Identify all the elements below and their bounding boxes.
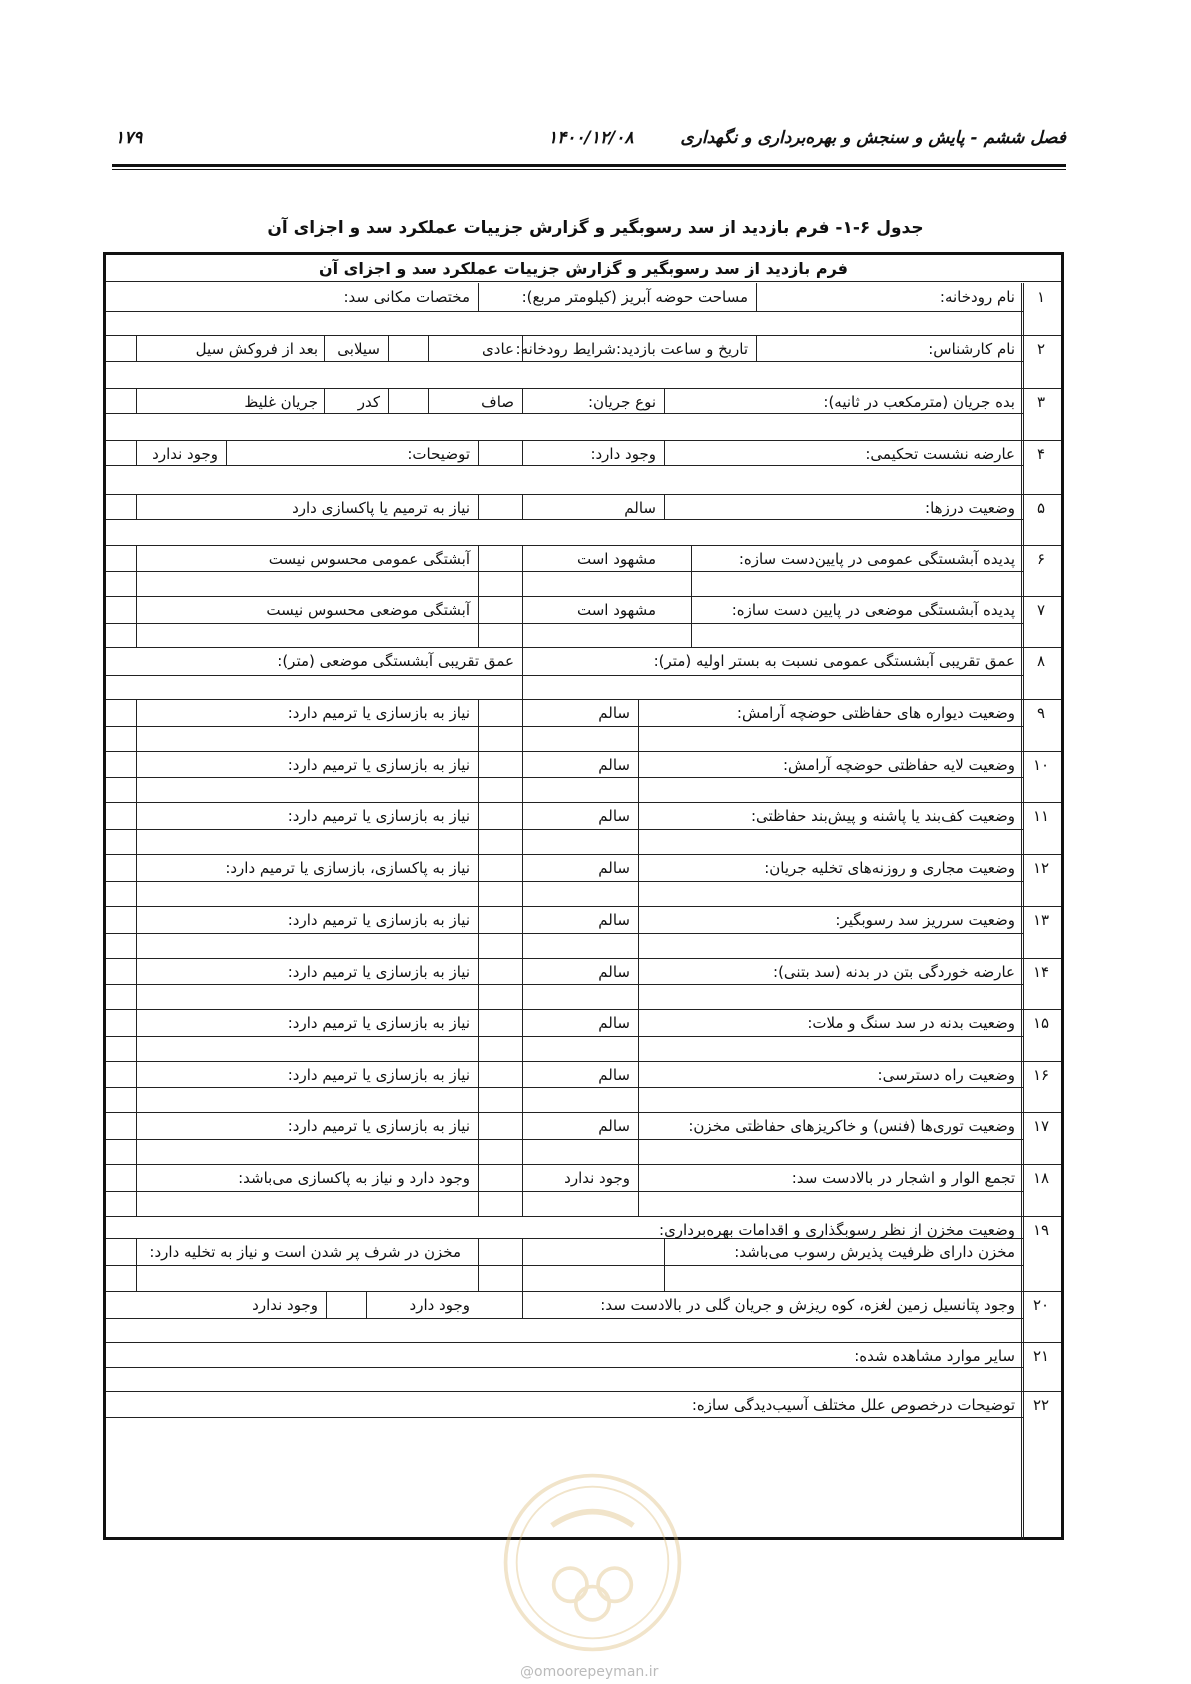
row-field-c1: مخزن دارای ظرفیت پذیرش رسوب می‌باشد: [734,1243,1015,1261]
row-rule [106,413,1023,414]
row-rule [106,1265,1023,1266]
column-rule [324,388,325,413]
column-rule [388,335,389,361]
column-rule [136,802,137,854]
column-rule [324,335,325,361]
row-field-c2: وجود دارد و نیاز به پاکسازی می‌باشد: [238,1169,470,1187]
column-rule [756,335,757,361]
row-field-c2: توضیحات: [407,445,470,463]
row-rule [106,1112,1061,1113]
column-rule [478,958,479,1009]
column-rule [638,854,639,906]
column-rule [522,545,523,596]
column-rule [136,335,137,361]
column-rule [478,1238,479,1291]
column-rule [136,596,137,647]
column-rule [522,1061,523,1112]
column-rule [226,440,227,465]
row-label: نام کارشناس: [928,340,1015,358]
column-rule [136,1112,137,1164]
row-label: وضعیت دیواره های حفاظتی حوضچه آرامش: [736,704,1015,722]
column-rule [136,1009,137,1061]
row-rule [106,906,1061,907]
column-rule [522,958,523,1009]
chapter-title: فصل ششم - پایش و سنجش و بهره‌برداری و نگهداری [680,128,1066,148]
row-field-c2: نیاز به بازسازی یا ترمیم دارد: [287,963,470,981]
column-rule [136,854,137,906]
row-rule [106,571,1023,572]
row-rule [106,984,1023,985]
row-field-c2: نیاز به پاکسازی، بازسازی یا ترمیم دارد: [225,859,470,877]
row-field-c2: آبشتگی موضعی محسوس نیست [266,601,470,619]
row-rule [106,1342,1061,1343]
row-rule [106,933,1023,934]
column-rule [522,699,523,751]
row-number: ۱۵ [1032,1014,1050,1032]
column-rule [522,1112,523,1164]
column-rule [1021,283,1022,1540]
row-field-c2: عمق تقریبی آبشستگی موضعی (متر): [277,652,514,670]
column-rule [638,699,639,751]
row-rule [106,1291,1061,1292]
row-number: ۱۶ [1032,1066,1050,1084]
row-field-o3: جریان غلیظ [244,393,318,411]
column-rule [691,545,692,596]
column-rule [478,1009,479,1061]
row-field-c1: سالم [598,963,630,981]
column-rule [756,283,757,311]
column-rule [136,1238,137,1291]
row-field-o3: وجود ندارد [252,1296,318,1314]
row-number: ۵ [1036,499,1046,517]
row-field-c2: نیاز به بازسازی یا ترمیم دارد: [287,1014,470,1032]
row-rule [106,465,1023,466]
row-label: وضعیت بدنه در سد سنگ و ملات: [807,1014,1015,1032]
column-rule [638,1164,639,1216]
row-rule [106,1417,1023,1418]
row-field-c1: سالم [598,1014,630,1032]
row-field-o1: صاف [481,393,514,411]
column-rule [638,1009,639,1061]
row-label: وضعیت کف‌بند یا پاشنه و پیش‌بند حفاظتی: [750,807,1015,825]
column-rule [136,699,137,751]
row-label: پدیده آبشستگی موضعی در پایین دست سازه: [731,601,1015,619]
header-rule [112,164,1066,167]
column-rule [136,440,137,465]
row-field-c2: شرایط رودخانه: [515,340,616,358]
row-rule [106,1216,1061,1217]
row-field-c2: نیاز به بازسازی یا ترمیم دارد: [287,807,470,825]
row-rule [106,494,1061,495]
row-field-c1: وجود دارد: [590,445,656,463]
row-rule [106,854,1061,855]
row-number: ۱۰ [1032,756,1050,774]
row-number: ۲۱ [1032,1347,1050,1365]
row-field-c2: مخزن در شرف پر شدن است و نیاز به تخلیه دارد: [149,1243,461,1261]
column-rule [478,1164,479,1216]
row-label: وضعیت درزها: [925,499,1015,517]
inspection-form [103,252,1064,1540]
row-field-c1: مشهود است [577,550,656,568]
row-label: توضیحات درخصوص علل مختلف آسیب‌دیدگی سازه: [691,1396,1015,1414]
row-rule [106,1318,1023,1319]
row-label: بده جریان (مترمکعب در ثانیه): [823,393,1015,411]
column-rule [478,854,479,906]
row-rule [106,699,1061,700]
row-rule [106,1367,1023,1368]
row-rule [106,1191,1023,1192]
column-rule [664,1238,665,1291]
row-label: وضعیت لایه حفاظتی حوضچه آرامش: [783,756,1015,774]
row-rule [106,802,1061,803]
column-rule [136,906,137,958]
row-field-c2: نیاز به بازسازی یا ترمیم دارد: [287,704,470,722]
column-rule [638,751,639,802]
column-rule [664,440,665,465]
row-label: تجمع الوار و اشجار در بالادست سد: [791,1169,1015,1187]
row-rule [106,440,1061,441]
row-label: عارضه خوردگی بتن در بدنه (سد بتنی): [773,963,1015,981]
row-rule [106,751,1061,752]
column-rule [664,388,665,413]
row-rule [106,675,1023,676]
row-field-o3: وجود ندارد [152,445,218,463]
row-rule [106,623,1023,624]
row-field-c2: مختصات مکانی سد: [343,288,470,306]
row-label: وضعیت سرریز سد رسوبگیر: [835,911,1015,929]
column-rule [478,906,479,958]
table-caption: جدول ۶-۱- فرم بازدید از سد رسوبگیر و گزارش جزییات عملکرد سد و اجزای آن [267,218,924,238]
watermark-logo [500,1470,685,1655]
row-rule [106,777,1023,778]
column-rule [136,751,137,802]
column-rule [136,545,137,596]
row-field-c1: سالم [598,1117,630,1135]
column-rule [136,388,137,413]
column-rule [428,335,429,361]
row-field-c1: نوع جریان: [587,393,656,411]
column-rule [478,440,479,465]
row-rule [106,829,1023,830]
column-rule [522,647,523,699]
column-rule [522,906,523,958]
row-field-c2: آبشتگی عمومی محسوس نیست [268,550,470,568]
row-number: ۱۷ [1032,1117,1050,1135]
row-number: ۱۱ [1032,807,1050,825]
column-rule [638,1112,639,1164]
column-rule [522,854,523,906]
column-rule [366,1291,367,1318]
column-rule [478,596,479,647]
row-rule [106,519,1023,520]
row-rule [106,1139,1023,1140]
watermark-site: @omoorepeyman.ir [520,1664,659,1680]
column-rule [136,494,137,519]
column-rule [638,802,639,854]
row-number: ۱۸ [1032,1169,1050,1187]
column-rule [478,494,479,519]
row-label: سایر موارد مشاهده شده: [854,1347,1015,1365]
row-number: ۷ [1036,601,1046,619]
row-rule [106,311,1023,312]
row-field-o3: بعد از فروکش سیل [195,340,318,358]
row-number: ۱۳ [1032,911,1050,929]
column-rule [478,1061,479,1112]
row-rule [106,361,1023,362]
column-rule [1023,283,1024,1540]
row-field-o1: وجود دارد [409,1296,470,1314]
row-label: عمق تقریبی آبشستگی عمومی نسبت به بستر اولیه (متر): [653,652,1015,670]
column-rule [478,283,479,311]
column-rule [522,751,523,802]
row-number: ۶ [1036,550,1046,568]
row-rule [106,281,1061,282]
column-rule [522,440,523,465]
row-number: ۹ [1036,704,1046,722]
row-rule [106,958,1061,959]
row-label: وضعیت توری‌ها (فنس) و خاکریزهای حفاظتی مخزن: [688,1117,1015,1135]
row-field-o2: کدر [357,393,380,411]
column-rule [136,1061,137,1112]
row-rule [106,1391,1061,1392]
row-number: ۲۲ [1032,1396,1050,1414]
header-date: ۱۴۰۰/۱۲/۰۸ [548,128,634,148]
row-label: وضعیت مجاری و روزنه‌های تخلیه جریان: [764,859,1015,877]
row-field-o2: سیلابی [337,340,380,358]
column-rule [136,958,137,1009]
row-field-c1: تاریخ و ساعت بازدید: [616,340,748,358]
row-number: ۲۰ [1032,1296,1050,1314]
column-rule [326,1291,327,1318]
column-rule [478,802,479,854]
column-rule [478,751,479,802]
row-field-c2: نیاز به بازسازی یا ترمیم دارد: [287,1066,470,1084]
row-field-c2: نیاز به ترمیم یا پاکسازی دارد [292,499,470,517]
row-rule [106,1087,1023,1088]
column-rule [478,545,479,596]
row-rule [106,726,1023,727]
row-rule [106,335,1061,336]
row-rule [106,1009,1061,1010]
row-field-c1: سالم [598,807,630,825]
header-rule-thin [112,169,1066,170]
row-number: ۲ [1036,340,1046,358]
row-field-o1: عادی [482,340,514,358]
column-rule [522,596,523,647]
column-rule [428,388,429,413]
row-number: ۸ [1036,652,1046,670]
row-rule [106,388,1061,389]
page-number: ۱۷۹ [115,128,143,148]
row-rule [106,545,1061,546]
row-label: وجود پتانسیل زمین لغزه، کوه ریزش و جریان گلی در بالادست سد: [600,1296,1015,1314]
column-rule [522,1291,523,1318]
row-field-c2: نیاز به بازسازی یا ترمیم دارد: [287,1117,470,1135]
row-rule [106,1036,1023,1037]
row-number: ۱۲ [1032,859,1050,877]
row-rule [106,647,1061,648]
row-number: ۱۴ [1032,963,1050,981]
row-field-c2: نیاز به بازسازی یا ترمیم دارد: [287,756,470,774]
row-number: ۳ [1036,393,1046,411]
row-number: ۴ [1036,445,1046,463]
row-rule [106,881,1023,882]
row-field-c1: سالم [598,704,630,722]
column-rule [638,958,639,1009]
column-rule [664,494,665,519]
row-rule [106,1164,1061,1165]
row-field-c1: مساحت حوضه آبریز (کیلومتر مربع): [521,288,748,306]
row-rule [106,1061,1061,1062]
row-rule [106,596,1061,597]
column-rule [136,1164,137,1216]
column-rule [522,388,523,413]
row-field-c2: نیاز به بازسازی یا ترمیم دارد: [287,911,470,929]
row-field-c1: سالم [598,756,630,774]
column-rule [522,1164,523,1216]
row-number: ۱۹ [1032,1221,1050,1239]
row-field-c1: سالم [598,911,630,929]
column-rule [388,388,389,413]
row-field-c1: سالم [598,859,630,877]
column-rule [691,596,692,647]
column-rule [478,699,479,751]
row-field-c1: وجود ندارد [564,1169,630,1187]
row-field-c1: سالم [624,499,656,517]
column-rule [638,1061,639,1112]
column-rule [522,1238,523,1291]
column-rule [478,1112,479,1164]
row-label: نام رودخانه: [939,288,1015,306]
row-field-c1: سالم [598,1066,630,1084]
row-label: عارضه نشست تحکیمی: [865,445,1015,463]
column-rule [522,1009,523,1061]
column-rule [638,906,639,958]
form-title: فرم بازدید از سد رسوبگیر و گزارش جزییات عملکرد سد و اجزای آن [318,259,849,278]
row-number: ۱ [1036,288,1046,306]
row-label: وضعیت راه دسترسی: [877,1066,1015,1084]
row-label: پدیده آبشستگی عمومی در پایین‌دست سازه: [738,550,1015,568]
row-label: وضعیت مخزن از نظر رسوبگذاری و اقدامات بهره‌برداری: [659,1221,1015,1239]
row-field-c1: مشهود است [577,601,656,619]
column-rule [522,802,523,854]
column-rule [522,494,523,519]
